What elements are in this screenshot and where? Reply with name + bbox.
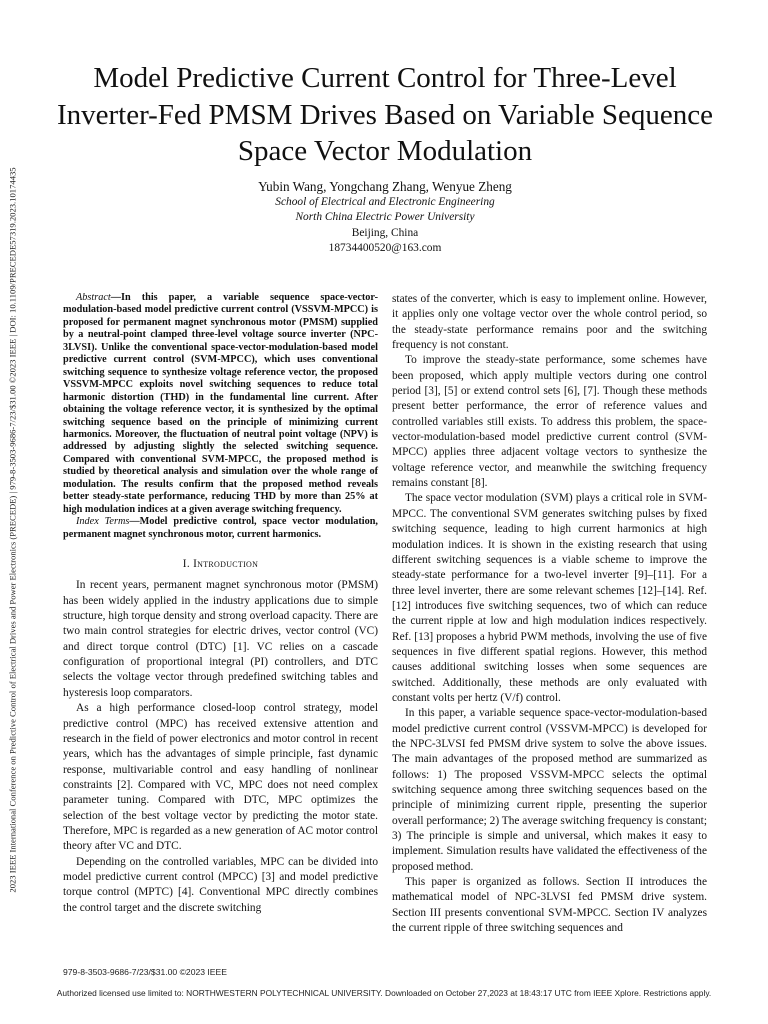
paragraph: states of the converter, which is easy to implement online. However, it applies only one voltage vector over the whole control period, so the steady-state performance remains poor and the switching frequency is not constant.	[392, 293, 707, 352]
index-terms	[63, 516, 378, 541]
copyright-footer: 979-8-3503-9686-7/23/$31.00 ©2023 IEEE	[63, 967, 228, 977]
paragraph: Depending on the controlled variables, MPC can be divided into model predictive current control (MPCC) [3] and model predictive torque control (MPTC) [4]. Conventional MPC directly combines the control target and the discrete switching	[63, 855, 378, 914]
section-title: Introduction	[193, 558, 259, 571]
author-block	[40, 179, 730, 257]
abstract	[63, 292, 378, 516]
author-university: North China Electric Power University	[295, 211, 475, 223]
abstract-label: Abstract	[76, 292, 111, 303]
paragraph: This paper is organized as follows. Section II introduces the mathematical model of NPC-3LVSI fed PMSM drive system. Section III presents conventional SVM-MPCC. Section IV analyzes the current ripple of three switching sequences and	[392, 876, 707, 935]
authorized-use-footer: Authorized licensed use limited to: NORTHWESTERN POLYTECHNICAL UNIVERSITY. Downloaded on October 27,2023 at 18:43:17 UTC from IEEE Xplore. Restrictions apply.	[56, 988, 712, 998]
paper-title: Model Predictive Current Control for Three-Level Inverter-Fed PMSM Drives Based on Variable Sequence Space Vector Modulation	[56, 62, 714, 167]
abstract-text: —In this paper, a variable sequence space-vector-modulation-based model predictive current control (VSSVM-MPCC) is proposed for permanent magnet synchronous motor (PMSM) supplied by a neutral-point clamped three-level voltage source inverter (NPC-3LVSI). Unlike the conventional space-vector-modulation-based model predictive current control (SVM-MPCC), which uses conventional switching sequence to synthesize voltage reference vector, the proposed VSSVM-MPCC exploits novel switching sequences to reduce total harmonic distortion (THD) in the fundamental line current. After obtaining the voltage reference vector, it is synthesized by the optimal switching sequence based on the principle of minimizing current harmonics. Moreover, the fluctuation of neutral point voltage (NPV) is addressed by adjusting slightly the selected switching sequence. Compared with conventional SVM-MPCC, the proposed method is studied by theoretical analysis and simulation over the whole range of modulation. The results confirm that the proposed method reveals better steady-state performance, reducing THD by more than 25% at high modulation indices at a given average switching frequency.	[63, 292, 378, 515]
author-city: Beijing, China	[351, 226, 419, 239]
left-column	[63, 292, 378, 916]
author-school: School of Electrical and Electronic Engineering	[275, 195, 495, 208]
section-numeral: I.	[182, 558, 194, 571]
paragraph: The space vector modulation (SVM) plays a critical role in SVM-MPCC. The conventional SVM generates switching pulses by fixed switching sequence, leading to high current harmonics at high modulation indices. It is shown in the existing research that using different switching sequences is a viable scheme to improve the steady-state performance for a two-level inverter [9]–[11]. For a three level inverter, there are some relevant schemes [12]–[14]. Ref. [12] introduces five switching sequences, two of which can reduce the current ripple at low and high modulation indices respectively. Ref. [13] proposes a hybrid PWM methods, involving the use of five sequences in five different spatial regions. However, this method causes additional switching losses when some sequences are switched. Additionally, these methods are only evaluated with constant volts per hertz (V/f) control.	[392, 492, 707, 704]
right-column	[392, 292, 707, 936]
index-terms-label: Index Terms	[76, 516, 130, 528]
author-names: Yubin Wang, Yongchang Zhang, Wenyue Zheng	[258, 179, 512, 194]
paragraph: In this paper, a variable sequence space-vector-modulation-based model predictive current control (VSSVM-MPCC) is developed for the NPC-3LVSI fed PMSM drive system to solve the above issues. The main advantages of the proposed method are summarized as follows: 1) The proposed VSSVM-MPCC selects the optimal switching sequence among three switching sequences based on the principle of minimizing current ripple, presenting the superior overall performance; 2) The average switching frequency is constant; 3) The principle is simple and universal, which makes it easy to implement. Simulation results have validated the effectiveness of the proposed method.	[392, 707, 707, 873]
doi-sidebar-text: 2023 IEEE International Conference on Predictive Control of Electrical Drives and Power Electronics (PRECEDE) | 979-8-3503-9686-7/23/$31.00 ©2023 IEEE | DOI: 10.1109/PRECEDE57319.2023.10174435	[8, 167, 18, 893]
paragraph: In recent years, permanent magnet synchronous motor (PMSM) has been widely applied in the industry applications due to simple structure, high torque density and strong overload capacity. There are two main control strategies for electric drives, vector control (VC) and direct torque control (DTC) [1]. VC relies on a cascade configuration of proportional integral (PI) controllers, and DTC selects the voltage vector through predefined switching tables and hysteresis loop comparators.	[63, 579, 378, 699]
paragraph: As a high performance closed-loop control strategy, model predictive control (MPC) has received extensive attention and research in the field of power electronics and motor control in recent years, which has the advantages of simple principle, fast dynamic response, multivariable control and easy handling of nonlinear constraints [2]. Compared with VC, MPC does not need complex parameter tuning. Compared with DTC, MPC optimizes the selection of the best voltage vector by predicting the motor state. Therefore, MPC is regarded as a new generation of AC motor control theory after VC and DTC.	[63, 702, 379, 853]
index-terms-text: —Model predictive control, space vector modulation, permanent magnet synchronous motor, current harmonics.	[63, 516, 378, 540]
author-email: 18734400520@163.com	[328, 242, 442, 254]
paragraph: To improve the steady-state performance, some schemes have been proposed, which apply multiple vectors during one control period [3], [5] or extend control sets [6], [7]. Though these methods present better performance, the error of reference values and controlled variables still exists. To address this problem, the space-vector-modulation-based model predictive current control (SVM-MPCC) applies three adjacent voltage vectors to synthesize the voltage reference vector, and meanwhile the switching frequency remains constant [8].	[392, 354, 707, 490]
section-heading	[63, 557, 378, 572]
doi-sidebar	[2, 100, 24, 960]
